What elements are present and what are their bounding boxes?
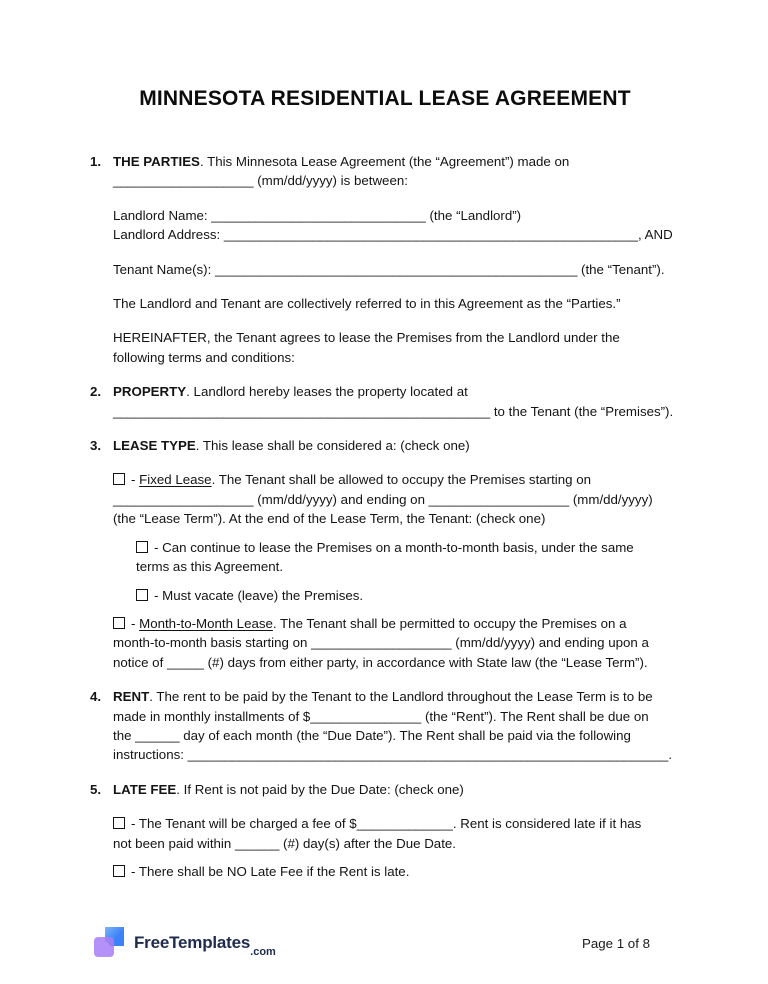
- section-content: [113, 152, 680, 191]
- section-number: 1.: [90, 154, 102, 169]
- text-run: made in monthly installments of $_______________ (the “Rent”). The Rent shall be due on: [113, 708, 649, 724]
- checkbox-clause: [113, 614, 680, 672]
- doc-line: [113, 707, 680, 726]
- section-label: LEASE TYPE: [113, 438, 196, 454]
- page-footer: [94, 924, 650, 962]
- paragraph: [113, 294, 680, 313]
- text-run: . The Tenant shall be permitted to occupy the Premises on a: [272, 615, 627, 631]
- doc-line: [113, 745, 680, 764]
- section-number: 3.: [90, 438, 102, 454]
- checkbox[interactable]: [113, 817, 125, 829]
- document-body: [90, 152, 680, 881]
- doc-line: [136, 538, 680, 557]
- section-label: PROPERTY: [113, 384, 187, 400]
- page-number: Page 1 of 8: [581, 935, 650, 951]
- text-run: Landlord Address: ________________________________________________________, AND: [113, 227, 673, 243]
- doc-line: [113, 294, 680, 313]
- section-2: [90, 382, 680, 421]
- doc-line: [113, 490, 680, 509]
- doc-line: [113, 470, 680, 489]
- text-run: -: [131, 472, 140, 488]
- section-number: 5.: [90, 781, 102, 797]
- text-run: following terms and conditions:: [113, 349, 295, 365]
- doc-line: [113, 225, 680, 244]
- defined-term: Fixed Lease: [139, 472, 212, 488]
- text-run: ___________________ (mm/dd/yyyy) and ending on ___________________ (mm/dd/yyyy): [113, 491, 653, 507]
- text-run: HEREINAFTER, the Tenant agrees to lease the Premises from the Landlord under the: [113, 330, 620, 346]
- text-run: Landlord Name: _____________________________ (the “Landlord”): [113, 207, 522, 223]
- section-content: [113, 382, 680, 421]
- text-run: . The rent to be paid by the Tenant to the Landlord throughout the Lease Term is to be: [149, 689, 653, 705]
- document-title: MINNESOTA RESIDENTIAL LEASE AGREEMENT: [139, 87, 631, 110]
- section-label: THE PARTIES: [113, 154, 200, 169]
- text-run: The Landlord and Tenant are collectively referred to in this Agreement as the “Parties.”: [113, 296, 621, 312]
- section-content: [113, 780, 680, 799]
- text-run: . This Minnesota Lease Agreement (the “Agreement”) made on: [199, 154, 570, 169]
- text-run: Tenant Name(s): _________________________________________________ (the “Tenant”).: [113, 261, 665, 277]
- doc-line: [113, 814, 680, 833]
- text-run: (the “Lease Term”). At the end of the Lease Term, the Tenant: (check one): [113, 511, 546, 527]
- checkbox[interactable]: [136, 589, 148, 601]
- section-label: LATE FEE: [113, 781, 177, 797]
- text-run: ___________________ (mm/dd/yyyy) is between:: [113, 173, 408, 189]
- doc-line: [113, 348, 680, 367]
- section-number: 4.: [90, 689, 102, 705]
- doc-line: [113, 614, 680, 633]
- freetemplates-logo: [94, 926, 276, 960]
- checkbox-clause: [113, 814, 680, 853]
- doc-line: [113, 328, 680, 347]
- section-5: [90, 780, 680, 799]
- text-run: -: [131, 615, 140, 631]
- text-run: - There shall be NO Late Fee if the Rent is late.: [131, 863, 410, 879]
- text-run: . If Rent is not paid by the Due Date: (check one): [176, 781, 464, 797]
- paragraph: [113, 260, 680, 279]
- doc-line: [113, 862, 680, 881]
- text-run: month-to-month basis starting on ___________________ (mm/dd/yyyy) and ending upon a: [113, 635, 649, 651]
- doc-line: [113, 171, 680, 190]
- doc-line: [113, 382, 680, 401]
- brand-name: FreeTemplates: [134, 933, 251, 952]
- purple-square-icon: [94, 937, 114, 957]
- text-run: . The Tenant shall be allowed to occupy the Premises starting on: [211, 472, 592, 488]
- doc-line: [136, 586, 680, 605]
- section-label: RENT: [113, 689, 150, 705]
- doc-line: [136, 557, 680, 576]
- doc-line: [113, 402, 680, 421]
- text-run: . This lease shall be considered a: (check one): [195, 438, 470, 454]
- doc-line: [113, 206, 680, 225]
- section-number: 2.: [90, 384, 102, 400]
- doc-line: [113, 834, 680, 853]
- checkbox-clause: [113, 470, 680, 528]
- text-run: the ______ day of each month (the “Due Date”). The Rent shall be paid via the following: [113, 727, 631, 743]
- checkbox-clause: [136, 586, 680, 605]
- checkbox[interactable]: [113, 473, 125, 485]
- doc-line: [113, 509, 680, 528]
- doc-line: [113, 780, 680, 799]
- section-content: [113, 687, 680, 765]
- freetemplates-logo-icon: [94, 926, 126, 960]
- paragraph: [113, 206, 680, 245]
- checkbox[interactable]: [136, 541, 148, 553]
- doc-line: [113, 726, 680, 745]
- defined-term: Month-to-Month Lease: [139, 615, 273, 631]
- text-run: - The Tenant will be charged a fee of $_____________. Rent is considered late if it has: [131, 816, 642, 832]
- text-run: . Landlord hereby leases the property located at: [186, 384, 468, 400]
- doc-line: [113, 260, 680, 279]
- checkbox-clause: [113, 862, 680, 881]
- section-content: [113, 436, 680, 455]
- doc-line: [113, 436, 680, 455]
- brand-tld: .com: [250, 946, 276, 958]
- checkbox[interactable]: [113, 865, 125, 877]
- section-3: [90, 436, 680, 455]
- text-run: instructions: _________________________________________________________________.: [113, 747, 673, 763]
- text-run: - Can continue to lease the Premises on a month-to-month basis, under the same: [154, 539, 634, 555]
- doc-line: [113, 653, 680, 672]
- text-run: ___________________________________________________ to the Tenant (the “Premises”).: [113, 403, 674, 419]
- doc-line: [113, 687, 680, 706]
- section-4: [90, 687, 680, 765]
- paragraph: [113, 328, 680, 367]
- checkbox-clause: [136, 538, 680, 577]
- text-run: not been paid within ______ (#) day(s) after the Due Date.: [113, 835, 456, 851]
- text-run: - Must vacate (leave) the Premises.: [154, 587, 364, 603]
- doc-line: [113, 152, 680, 171]
- doc-line: [113, 633, 680, 652]
- section-1: [90, 152, 680, 191]
- text-run: terms as this Agreement.: [136, 559, 284, 575]
- text-run: notice of _____ (#) days from either party, in accordance with State law (the “Lease Term”).: [113, 654, 648, 670]
- checkbox[interactable]: [113, 617, 125, 629]
